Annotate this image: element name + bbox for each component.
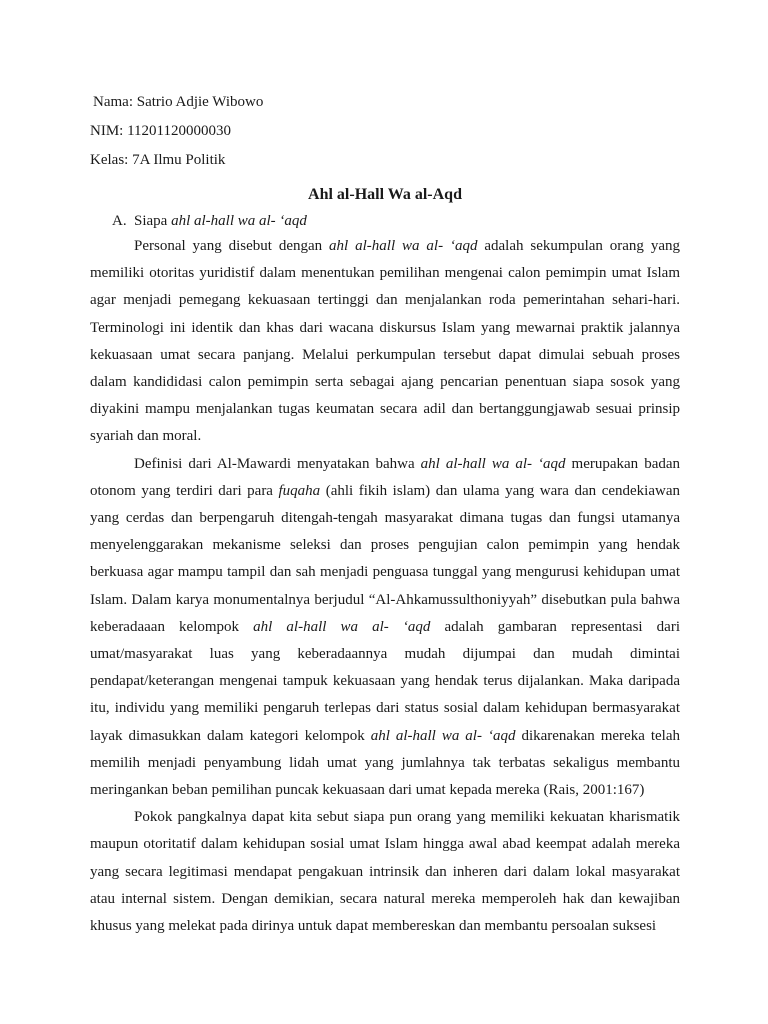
paragraph-1-italic-1: ahl al-hall wa al- ‘aqd xyxy=(329,238,478,254)
paragraph-2 xyxy=(90,451,680,805)
section-label-plain: Siapa xyxy=(134,213,172,229)
paragraph-3 xyxy=(90,804,680,940)
paragraph-2-text-3: (ahli fikih islam) dan ulama yang wara dan cendekiawan yang cerdas dan berpengaruh ditengah-tengah masyarakat dimana tugas dan fungsi utamanya menyelenggarakan mekanisme seleksi dan proses pengujian calon pemimpin yang hendak berkuasa agar mampu tampil dan sah menjadi penguasa tunggal yang mengurusi kehidupan umat Islam. Dalam karya monumentalnya berjudul “Al-Ahkamussulthoniyyah” disebutkan pula bahwa keberadaaan kelompok xyxy=(90,482,680,635)
paragraph-2-text-5: dikarenakan mereka telah memilih menjadi penyambung lidah umat yang jumlahnya tak terbatas sekaligus membantu meringankan beban pemilihan puncak kekuasaan dari umat kepada mereka (Rais, 2001:167) xyxy=(90,727,680,799)
paragraph-2-text-2: merupakan badan otonom yang terdiri dari para xyxy=(90,455,681,499)
student-nim: NIM: 11201120000030 xyxy=(90,123,231,139)
paragraph-2-italic-3: ahl al-hall wa al- ‘aqd xyxy=(253,618,431,635)
document-page xyxy=(90,88,680,940)
section-heading-a xyxy=(90,209,680,233)
document-title: Ahl al-Hall Wa al-Aqd xyxy=(308,186,462,203)
paragraph-1 xyxy=(90,233,680,451)
student-name: Nama: Satrio Adjie Wibowo xyxy=(93,94,264,110)
paragraph-1-text-1: Personal yang disebut dengan xyxy=(134,238,330,254)
paragraph-2-text-1: Definisi dari Al-Mawardi menyatakan bahwa xyxy=(134,455,421,472)
paragraph-2-italic-2: fuqaha xyxy=(278,482,321,499)
section-letter: A. xyxy=(112,213,127,229)
student-class: Kelas: 7A Ilmu Politik xyxy=(90,152,226,168)
paragraph-2-text-4: adalah gambaran representasi dari umat/masyarakat luas yang keberadaannya mudah dijumpai dan mudah dimintai pendapat/keterangan mengenai tampuk kekuasaan yang hendak terus dijalankan. Maka daripada itu, individu yang memiliki pengaruh terlepas dari status sosial dalam kehidupan bermasyarakat layak dimasukkan dalam kategori kelompok xyxy=(90,618,681,744)
paragraph-2-italic-4: ahl al-hall wa al- ‘aqd xyxy=(370,727,516,744)
paragraph-2-italic-1: ahl al-hall wa al- ‘aqd xyxy=(420,455,566,472)
paragraph-1-text-2: adalah sekumpulan orang yang memiliki otoritas yuridistif dalam menentukan pemilihan mengenai calon pemimpin umat Islam agar menjadi pemegang kekuasaan tertinggi dan menjalankan roda pemerintahan sehari-hari. Terminologi ini identik dan khas dari wacana diskursus Islam yang mewarnai praktik jalannya kekuasaan umat secara panjang. Melalui perkumpulan tersebut dapat dimulai sebuah proses dalam kandididasi calon pemimpin serta sebagai ajang pencarian penentuan siapa sosok yang diyakini mampu menjalankan tugas keumatan secara adil dan bertanggungjawab sesuai prinsip syariah dan moral. xyxy=(90,238,680,445)
section-label-italic: ahl al-hall wa al- ‘aqd xyxy=(171,213,307,229)
paragraph-3-text-1: Pokok pangkalnya dapat kita sebut siapa pun orang yang memiliki kekuatan kharismatik maupun otoritatif dalam kehidupan sosial umat Islam hingga awal abad keempat adalah mereka yang secara legitimasi mendapat pengakuan intrinsik dan inheren dari dalam lokal masyarakat atau internal sistem. Dengan demikian, secara natural mereka memperoleh hak dan kewajiban khusus yang melekat pada dirinya untuk dapat membereskan dan membantu persoalan suksesi xyxy=(90,809,680,935)
